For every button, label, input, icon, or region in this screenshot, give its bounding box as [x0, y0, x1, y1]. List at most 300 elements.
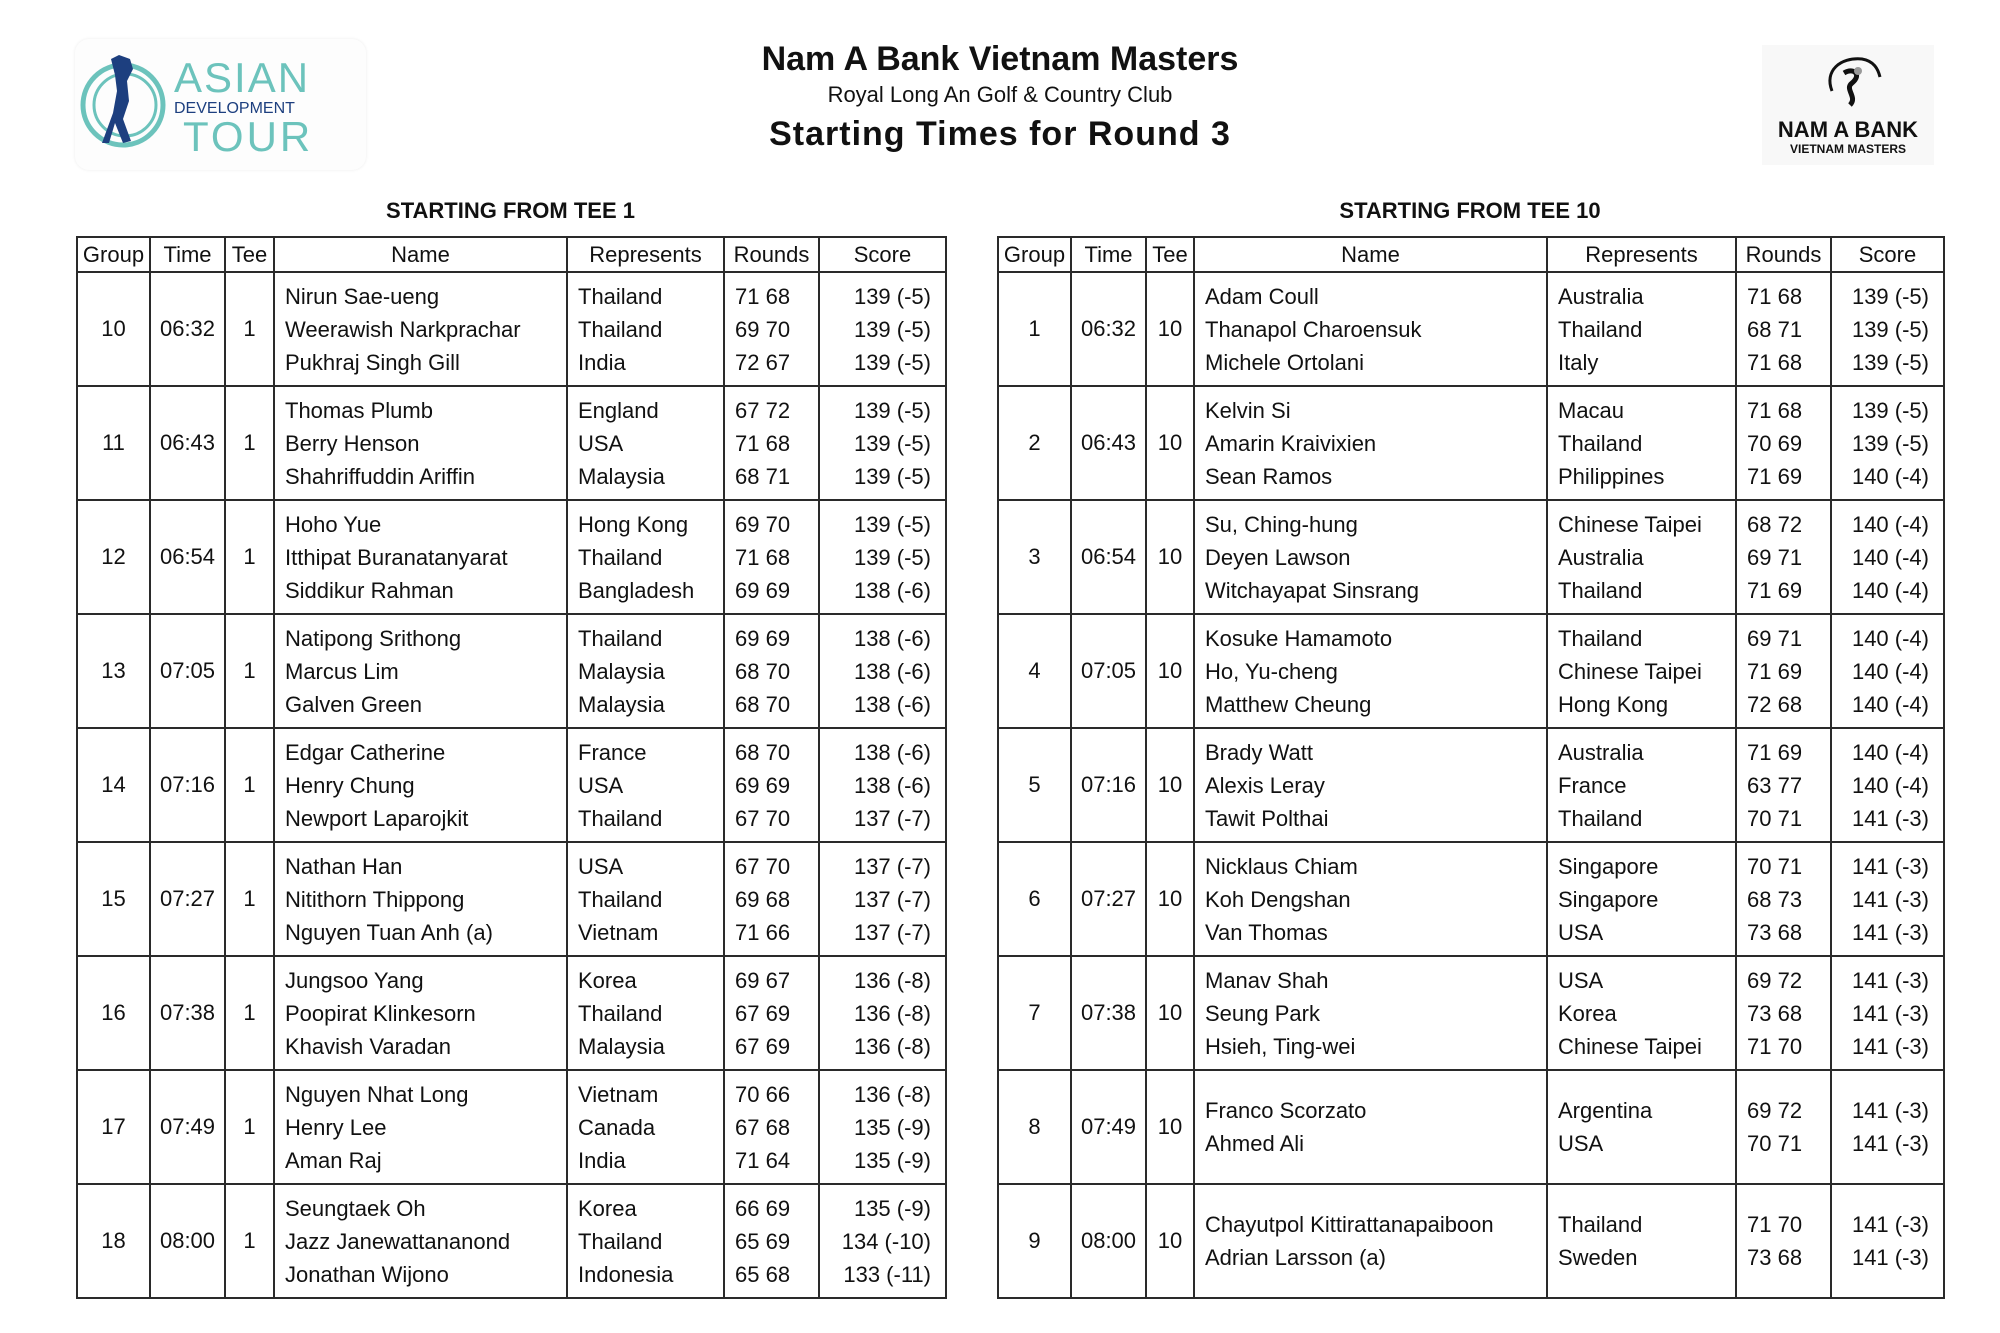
- player-rounds: 67 70: [735, 805, 791, 831]
- player-rounds: 71 68: [735, 283, 791, 309]
- asian-development-tour-logo: [75, 39, 366, 170]
- tee-time: 06:32: [1071, 272, 1146, 386]
- player-score-cell: [1831, 272, 1944, 386]
- tee-number: 1: [225, 1184, 274, 1298]
- player-country: Thailand: [578, 316, 663, 342]
- player-rounds: 70 69: [1747, 430, 1803, 456]
- player-score: 140 (-4): [1851, 625, 1929, 651]
- player-country: Indonesia: [578, 1261, 674, 1287]
- player-country: Philippines: [1558, 463, 1665, 489]
- player-rounds: 71 68: [735, 430, 791, 456]
- player-score: 138 (-6): [853, 658, 931, 684]
- group-number: 4: [998, 614, 1071, 728]
- player-score: 136 (-8): [853, 1000, 931, 1026]
- player-name: Brady Watt: [1205, 739, 1313, 765]
- player-score: 139 (-5): [1851, 283, 1929, 309]
- player-rounds: 73 68: [1747, 1000, 1803, 1026]
- tee-number: 1: [225, 386, 274, 500]
- player-name: Van Thomas: [1205, 919, 1328, 945]
- player-rounds: 71 69: [1747, 739, 1803, 765]
- column-header-name: Name: [274, 237, 567, 272]
- player-name-cell: [1194, 500, 1547, 614]
- group-row: [998, 500, 1944, 614]
- player-country-cell: [567, 386, 724, 500]
- player-country: Thailand: [1558, 625, 1643, 651]
- tee-time: 06:43: [150, 386, 225, 500]
- player-score: 139 (-5): [853, 544, 931, 570]
- column-header-group: Group: [998, 237, 1071, 272]
- player-name: Nitithorn Thippong: [285, 886, 465, 912]
- player-country: Thailand: [1558, 1212, 1643, 1237]
- player-score: 141 (-3): [1851, 1000, 1929, 1026]
- player-name: Edgar Catherine: [285, 739, 446, 765]
- player-country: USA: [578, 430, 624, 456]
- player-name: Manav Shah: [1205, 967, 1329, 993]
- player-country: Thailand: [578, 1228, 663, 1254]
- player-country-cell: [567, 842, 724, 956]
- column-header-score: Score: [819, 237, 946, 272]
- player-score: 139 (-5): [853, 316, 931, 342]
- player-country: USA: [1558, 1131, 1604, 1156]
- player-score: 134 (-10): [841, 1228, 931, 1254]
- player-rounds-cell: [1736, 728, 1831, 842]
- player-score: 141 (-3): [1851, 919, 1929, 945]
- player-country: Chinese Taipei: [1558, 658, 1702, 684]
- player-score: 140 (-4): [1851, 544, 1929, 570]
- player-score: 139 (-5): [853, 463, 931, 489]
- player-country: USA: [578, 853, 624, 879]
- player-country: Korea: [1558, 1000, 1617, 1026]
- player-country-cell: [567, 728, 724, 842]
- group-number: 9: [998, 1184, 1071, 1298]
- player-name: Natipong Srithong: [285, 625, 462, 651]
- player-name-cell: [1194, 1184, 1547, 1298]
- player-rounds: 71 69: [1747, 658, 1803, 684]
- player-name-cell: [274, 386, 567, 500]
- group-row: [77, 956, 946, 1070]
- player-name: Sean Ramos: [1205, 463, 1333, 489]
- player-score: 140 (-4): [1851, 691, 1929, 717]
- tee-number: 1: [225, 272, 274, 386]
- group-number: 1: [998, 272, 1071, 386]
- tee10-section-title: STARTING FROM TEE 10: [1339, 198, 1601, 223]
- player-rounds: 71 70: [1747, 1212, 1803, 1237]
- player-rounds: 69 70: [735, 316, 791, 342]
- player-name-cell: [1194, 842, 1547, 956]
- player-name: Nathan Han: [285, 853, 403, 879]
- player-rounds: 71 69: [1747, 577, 1803, 603]
- player-rounds: 72 68: [1747, 691, 1803, 717]
- player-rounds-cell: [1736, 1070, 1831, 1184]
- group-row: [998, 956, 1944, 1070]
- player-score: 138 (-6): [853, 691, 931, 717]
- player-name: Nguyen Nhat Long: [285, 1081, 469, 1107]
- player-country: France: [578, 739, 647, 765]
- player-name: Henry Chung: [285, 772, 415, 798]
- player-rounds-cell: [724, 956, 819, 1070]
- tee-time: 07:38: [1071, 956, 1146, 1070]
- player-rounds: 68 71: [1747, 316, 1803, 342]
- nam-a-bank-logo: [1762, 45, 1934, 165]
- event-title: Nam A Bank Vietnam Masters: [761, 40, 1239, 78]
- group-row: [998, 842, 1944, 956]
- player-name: Berry Henson: [285, 430, 420, 456]
- tee-time: 07:27: [150, 842, 225, 956]
- player-country: Malaysia: [578, 1033, 665, 1059]
- player-rounds: 73 68: [1747, 919, 1803, 945]
- player-name: Tawit Polthai: [1205, 805, 1329, 831]
- player-rounds-cell: [724, 728, 819, 842]
- player-country-cell: [1547, 956, 1736, 1070]
- player-country: Vietnam: [578, 1081, 659, 1107]
- column-header-rounds: Rounds: [724, 237, 819, 272]
- tee-number: 10: [1146, 500, 1194, 614]
- player-name: Jazz Janewattananond: [285, 1228, 511, 1254]
- player-rounds: 67 70: [735, 853, 791, 879]
- tee-time: 08:00: [150, 1184, 225, 1298]
- player-rounds: 63 77: [1747, 772, 1803, 798]
- player-country: Thailand: [1558, 430, 1643, 456]
- player-country: Australia: [1558, 544, 1644, 570]
- player-score: 135 (-9): [853, 1114, 931, 1140]
- player-name: Ho, Yu-cheng: [1205, 658, 1338, 684]
- group-row: [998, 386, 1944, 500]
- player-name: Seungtaek Oh: [285, 1195, 426, 1221]
- golfer-swing-icon: [75, 39, 366, 170]
- tee-time: 08:00: [1071, 1184, 1146, 1298]
- player-score: 141 (-3): [1851, 805, 1929, 831]
- player-country-cell: [567, 956, 724, 1070]
- player-score: 136 (-8): [853, 1081, 931, 1107]
- svg-text:DEVELOPMENT: DEVELOPMENT: [174, 100, 295, 117]
- group-number: 3: [998, 500, 1071, 614]
- tee-number: 10: [1146, 728, 1194, 842]
- player-name: Jungsoo Yang: [285, 967, 424, 993]
- player-rounds: 67 72: [735, 397, 791, 423]
- group-number: 16: [77, 956, 150, 1070]
- player-name: Shahriffuddin Ariffin: [285, 463, 475, 489]
- player-country-cell: [1547, 386, 1736, 500]
- player-name: Seung Park: [1205, 1000, 1320, 1026]
- player-score: 136 (-8): [853, 1033, 931, 1059]
- group-row: [998, 614, 1944, 728]
- group-number: 15: [77, 842, 150, 956]
- column-header-tee: Tee: [1146, 237, 1194, 272]
- tee10-table: [997, 236, 1945, 1299]
- player-score-cell: [819, 1184, 946, 1298]
- player-country: India: [578, 1147, 626, 1173]
- player-score: 137 (-7): [853, 853, 931, 879]
- group-row: [998, 1184, 1944, 1298]
- player-rounds: 68 71: [735, 463, 791, 489]
- player-rounds: 71 68: [1747, 349, 1803, 375]
- tee-time: 07:49: [1071, 1070, 1146, 1184]
- player-score: 137 (-7): [853, 919, 931, 945]
- player-name: Amarin Kraivixien: [1205, 430, 1377, 456]
- player-rounds-cell: [1736, 956, 1831, 1070]
- tee-number: 10: [1146, 272, 1194, 386]
- player-name: Kosuke Hamamoto: [1205, 625, 1393, 651]
- player-country: Sweden: [1558, 1245, 1638, 1270]
- player-country: Malaysia: [578, 691, 665, 717]
- player-rounds: 69 71: [1747, 625, 1803, 651]
- player-score-cell: [1831, 1070, 1944, 1184]
- player-country-cell: [1547, 842, 1736, 956]
- player-rounds: 71 68: [735, 544, 791, 570]
- player-name: Weerawish Narkprachar: [285, 316, 521, 342]
- player-name: Matthew Cheung: [1205, 691, 1372, 717]
- tee-number: 10: [1146, 1070, 1194, 1184]
- player-country: Malaysia: [578, 463, 665, 489]
- group-number: 14: [77, 728, 150, 842]
- player-country: Macau: [1558, 397, 1625, 423]
- player-rounds-cell: [724, 842, 819, 956]
- group-row: [998, 728, 1944, 842]
- player-name: Henry Lee: [285, 1114, 387, 1140]
- player-name: Michele Ortolani: [1205, 349, 1364, 375]
- player-name: Aman Raj: [285, 1147, 382, 1173]
- player-name: Siddikur Rahman: [285, 577, 454, 603]
- player-rounds: 68 70: [735, 691, 791, 717]
- round-title: Starting Times for Round 3: [769, 115, 1231, 153]
- player-score: 140 (-4): [1851, 739, 1929, 765]
- player-rounds: 69 72: [1747, 1098, 1803, 1123]
- tee-number: 1: [225, 956, 274, 1070]
- player-rounds: 68 72: [1747, 511, 1803, 537]
- player-name: Newport Laparojkit: [285, 805, 469, 831]
- player-rounds: 67 69: [735, 1000, 791, 1026]
- player-score-cell: [1831, 1184, 1944, 1298]
- table-header-row: [77, 237, 946, 272]
- group-row: [998, 272, 1944, 386]
- player-country-cell: [1547, 614, 1736, 728]
- player-rounds: 71 64: [735, 1147, 791, 1173]
- player-country: Australia: [1558, 283, 1644, 309]
- player-name: Khavish Varadan: [285, 1033, 451, 1059]
- player-score-cell: [819, 614, 946, 728]
- player-rounds: 71 68: [1747, 283, 1803, 309]
- column-header-group: Group: [77, 237, 150, 272]
- player-name-cell: [274, 728, 567, 842]
- tee-time: 07:05: [150, 614, 225, 728]
- player-rounds: 65 69: [735, 1228, 791, 1254]
- tee-number: 10: [1146, 842, 1194, 956]
- group-number: 18: [77, 1184, 150, 1298]
- player-name-cell: [1194, 1070, 1547, 1184]
- player-country-cell: [567, 500, 724, 614]
- player-name: Nguyen Tuan Anh (a): [285, 919, 493, 945]
- group-row: [998, 1070, 1944, 1184]
- player-name-cell: [1194, 386, 1547, 500]
- player-name: Su, Ching-hung: [1205, 511, 1358, 537]
- player-rounds: 71 66: [735, 919, 791, 945]
- player-score: 140 (-4): [1851, 511, 1929, 537]
- group-number: 17: [77, 1070, 150, 1184]
- player-rounds: 70 71: [1747, 853, 1803, 879]
- player-rounds-cell: [1736, 386, 1831, 500]
- player-score-cell: [819, 842, 946, 956]
- player-country-cell: [1547, 1070, 1736, 1184]
- group-row: [77, 386, 946, 500]
- player-country: Hong Kong: [578, 511, 689, 537]
- player-rounds-cell: [1736, 1184, 1831, 1298]
- player-name: Ahmed Ali: [1205, 1131, 1305, 1156]
- player-score-cell: [819, 500, 946, 614]
- player-name: Franco Scorzato: [1205, 1098, 1367, 1123]
- tee-time: 06:43: [1071, 386, 1146, 500]
- player-score-cell: [819, 386, 946, 500]
- group-row: [77, 1184, 946, 1298]
- player-country: Chinese Taipei: [1558, 511, 1702, 537]
- player-country: Singapore: [1558, 886, 1659, 912]
- player-score: 139 (-5): [853, 283, 931, 309]
- player-rounds-cell: [724, 614, 819, 728]
- player-rounds: 66 69: [735, 1195, 791, 1221]
- player-name: Jonathan Wijono: [285, 1261, 449, 1287]
- player-country: Vietnam: [578, 919, 659, 945]
- tee1-section-title: STARTING FROM TEE 1: [386, 198, 635, 223]
- player-name: Chayutpol Kittirattanapaiboon: [1205, 1212, 1494, 1237]
- player-score: 139 (-5): [1851, 316, 1929, 342]
- player-score: 141 (-3): [1851, 886, 1929, 912]
- player-country: England: [578, 397, 659, 423]
- tee-time: 07:16: [150, 728, 225, 842]
- player-score: 141 (-3): [1851, 967, 1929, 993]
- player-score: 141 (-3): [1851, 1212, 1929, 1237]
- player-score: 141 (-3): [1851, 1098, 1929, 1123]
- column-header-time: Time: [1071, 237, 1146, 272]
- player-country: Canada: [578, 1114, 656, 1140]
- player-country: Thailand: [1558, 316, 1643, 342]
- player-rounds: 65 68: [735, 1261, 791, 1287]
- group-number: 11: [77, 386, 150, 500]
- tee-number: 1: [225, 842, 274, 956]
- player-country: Argentina: [1558, 1098, 1653, 1123]
- player-country: Thailand: [578, 1000, 663, 1026]
- tee-time: 06:32: [150, 272, 225, 386]
- player-rounds-cell: [724, 1070, 819, 1184]
- player-rounds-cell: [1736, 272, 1831, 386]
- player-score: 141 (-3): [1851, 1131, 1929, 1156]
- player-name-cell: [274, 1184, 567, 1298]
- tee-time: 07:16: [1071, 728, 1146, 842]
- player-rounds: 69 70: [735, 511, 791, 537]
- golfer-emblem-icon: [1762, 45, 1934, 165]
- player-score-cell: [1831, 614, 1944, 728]
- player-name: Pukhraj Singh Gill: [285, 349, 460, 375]
- player-rounds: 69 72: [1747, 967, 1803, 993]
- player-rounds: 69 68: [735, 886, 791, 912]
- player-country: USA: [578, 772, 624, 798]
- group-number: 2: [998, 386, 1071, 500]
- player-name: Hoho Yue: [285, 511, 382, 537]
- player-country: Italy: [1558, 349, 1599, 375]
- player-score: 139 (-5): [1851, 430, 1929, 456]
- tee-number: 1: [225, 500, 274, 614]
- group-number: 5: [998, 728, 1071, 842]
- player-score-cell: [1831, 386, 1944, 500]
- player-country: USA: [1558, 919, 1604, 945]
- player-country-cell: [567, 1070, 724, 1184]
- player-name-cell: [1194, 956, 1547, 1070]
- player-rounds: 72 67: [735, 349, 791, 375]
- player-score-cell: [819, 728, 946, 842]
- player-country: Malaysia: [578, 658, 665, 684]
- player-country: Thailand: [578, 805, 663, 831]
- player-score: 137 (-7): [853, 886, 931, 912]
- player-rounds: 68 73: [1747, 886, 1803, 912]
- player-country: Bangladesh: [578, 577, 695, 603]
- player-country-cell: [567, 614, 724, 728]
- player-name-cell: [1194, 272, 1547, 386]
- player-score: 139 (-5): [853, 397, 931, 423]
- player-country: Korea: [578, 1195, 637, 1221]
- player-country: Australia: [1558, 739, 1644, 765]
- group-number: 10: [77, 272, 150, 386]
- player-rounds: 68 70: [735, 658, 791, 684]
- svg-text:ASIAN: ASIAN: [174, 54, 311, 101]
- player-score-cell: [1831, 728, 1944, 842]
- player-country: Thailand: [578, 886, 663, 912]
- player-rounds: 68 70: [735, 739, 791, 765]
- player-rounds: 69 69: [735, 625, 791, 651]
- table-header-row: [998, 237, 1944, 272]
- player-country: Chinese Taipei: [1558, 1033, 1702, 1059]
- group-number: 6: [998, 842, 1071, 956]
- player-country: France: [1558, 772, 1627, 798]
- player-name: Hsieh, Ting-wei: [1205, 1033, 1356, 1059]
- player-score-cell: [1831, 500, 1944, 614]
- player-rounds: 69 69: [735, 772, 791, 798]
- player-rounds: 67 68: [735, 1114, 791, 1140]
- venue-name: Royal Long An Golf & Country Club: [827, 82, 1173, 107]
- player-score-cell: [819, 272, 946, 386]
- player-name: Adrian Larsson (a): [1205, 1245, 1386, 1270]
- player-country-cell: [1547, 728, 1736, 842]
- tee-time: 07:49: [150, 1070, 225, 1184]
- player-score: 139 (-5): [853, 430, 931, 456]
- group-row: [77, 842, 946, 956]
- group-row: [77, 500, 946, 614]
- player-score: 141 (-3): [1851, 1245, 1929, 1270]
- player-score: 139 (-5): [853, 349, 931, 375]
- tee-time: 07:05: [1071, 614, 1146, 728]
- player-name: Nicklaus Chiam: [1205, 853, 1358, 879]
- tee-time: 07:38: [150, 956, 225, 1070]
- tee-number: 1: [225, 1070, 274, 1184]
- tee-time: 07:27: [1071, 842, 1146, 956]
- player-name: Witchayapat Sinsrang: [1205, 577, 1419, 603]
- player-name: Thomas Plumb: [285, 397, 433, 423]
- svg-text:TOUR: TOUR: [183, 113, 314, 160]
- player-score: 139 (-5): [853, 511, 931, 537]
- tee-time: 06:54: [150, 500, 225, 614]
- player-country: India: [578, 349, 626, 375]
- player-name: Deyen Lawson: [1205, 544, 1351, 570]
- column-header-rounds: Rounds: [1736, 237, 1831, 272]
- player-rounds-cell: [724, 386, 819, 500]
- player-score: 133 (-11): [843, 1261, 931, 1287]
- player-score-cell: [819, 1070, 946, 1184]
- svg-text:NAM A BANK: NAM A BANK: [1777, 117, 1919, 142]
- player-score: 137 (-7): [853, 805, 931, 831]
- player-country: USA: [1558, 967, 1604, 993]
- player-score: 140 (-4): [1851, 577, 1929, 603]
- player-name-cell: [1194, 614, 1547, 728]
- player-name: Galven Green: [285, 691, 422, 717]
- player-country: Thailand: [1558, 805, 1643, 831]
- player-country-cell: [1547, 1184, 1736, 1298]
